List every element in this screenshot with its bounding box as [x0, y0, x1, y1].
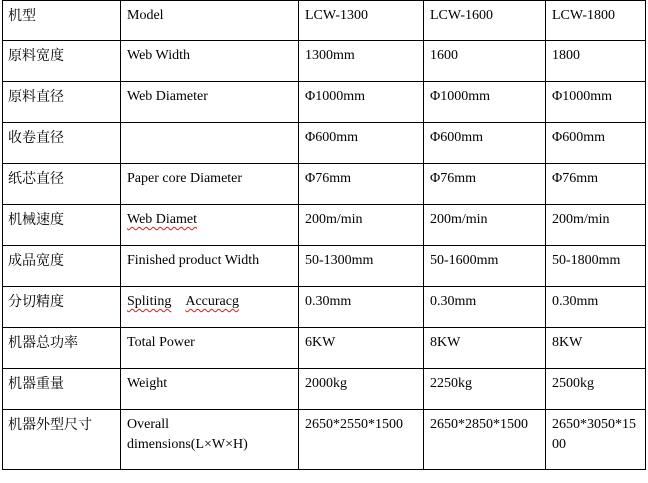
row-value: 0.30mm	[299, 287, 424, 328]
row-label-cn: 收卷直径	[3, 123, 121, 164]
row-label-en-text: Web Diamet	[127, 212, 198, 227]
row-value: 8KW	[546, 328, 646, 369]
row-value: Φ1000mm	[424, 82, 546, 123]
row-value: Φ76mm	[299, 164, 424, 205]
row-label-en-part-2: Accuracg	[185, 294, 239, 309]
row-value: Φ1000mm	[546, 82, 646, 123]
row-value: 2500kg	[546, 369, 646, 410]
row-value: 0.30mm	[424, 287, 546, 328]
row-value: 50-1600mm	[424, 246, 546, 287]
row-label-en-line-1: Overall	[127, 417, 169, 432]
row-value: 0.30mm	[546, 287, 646, 328]
row-label-en	[121, 205, 299, 246]
table-row-speed	[3, 205, 646, 246]
row-value: Φ600mm	[546, 123, 646, 164]
row-value: 2650*2550*1500	[299, 410, 424, 470]
row-label-cn: 分切精度	[3, 287, 121, 328]
row-value: Φ600mm	[424, 123, 546, 164]
row-value: 50-1800mm	[546, 246, 646, 287]
table-row-dimensions	[3, 410, 646, 470]
row-value: 2650*3050*1500	[546, 410, 646, 470]
row-value: 1300mm	[299, 41, 424, 82]
row-value: 1800	[546, 41, 646, 82]
row-label-en	[121, 123, 299, 164]
row-value: Φ76mm	[424, 164, 546, 205]
row-value: Φ76mm	[546, 164, 646, 205]
row-value: 50-1300mm	[299, 246, 424, 287]
row-label-en	[121, 287, 299, 328]
header-label-cn: 机型	[3, 1, 121, 41]
row-label-en	[121, 410, 299, 470]
model-name-1: LCW-1300	[299, 1, 424, 41]
spec-table	[2, 0, 646, 470]
row-value: 1600	[424, 41, 546, 82]
row-value: 200m/min	[424, 205, 546, 246]
row-label-cn: 原料宽度	[3, 41, 121, 82]
row-label-en: Total Power	[121, 328, 299, 369]
row-value: 2250kg	[424, 369, 546, 410]
row-label-en-part-1: Spliting	[127, 294, 172, 309]
model-name-3: LCW-1800	[546, 1, 646, 41]
row-label-cn: 纸芯直径	[3, 164, 121, 205]
row-value: Φ600mm	[299, 123, 424, 164]
row-value: 8KW	[424, 328, 546, 369]
table-row-finished-width	[3, 246, 646, 287]
row-value: 200m/min	[546, 205, 646, 246]
row-value: 200m/min	[299, 205, 424, 246]
row-label-en: Web Diameter	[121, 82, 299, 123]
table-row-web-diameter	[3, 82, 646, 123]
row-label-cn: 机器重量	[3, 369, 121, 410]
row-label-en: Paper core Diameter	[121, 164, 299, 205]
row-label-cn: 机器外型尺寸	[3, 410, 121, 470]
row-label-cn: 成品宽度	[3, 246, 121, 287]
table-row-paper-core	[3, 164, 646, 205]
row-label-en: Finished product Width	[121, 246, 299, 287]
table-row-web-width	[3, 41, 646, 82]
model-name-2: LCW-1600	[424, 1, 546, 41]
table-row-weight	[3, 369, 646, 410]
row-label-cn: 原料直径	[3, 82, 121, 123]
row-label-en: Weight	[121, 369, 299, 410]
header-label-en: Model	[121, 1, 299, 41]
row-value: Φ1000mm	[299, 82, 424, 123]
table-row-rewind-diameter	[3, 123, 646, 164]
row-value: 2650*2850*1500	[424, 410, 546, 470]
row-value: 6KW	[299, 328, 424, 369]
row-label-en: Web Width	[121, 41, 299, 82]
row-value: 2000kg	[299, 369, 424, 410]
table-row-header	[3, 1, 646, 41]
row-label-cn: 机械速度	[3, 205, 121, 246]
table-row-accuracy	[3, 287, 646, 328]
row-label-en-line-2: dimensions(L×W×H)	[127, 437, 248, 452]
table-row-power	[3, 328, 646, 369]
row-label-cn: 机器总功率	[3, 328, 121, 369]
